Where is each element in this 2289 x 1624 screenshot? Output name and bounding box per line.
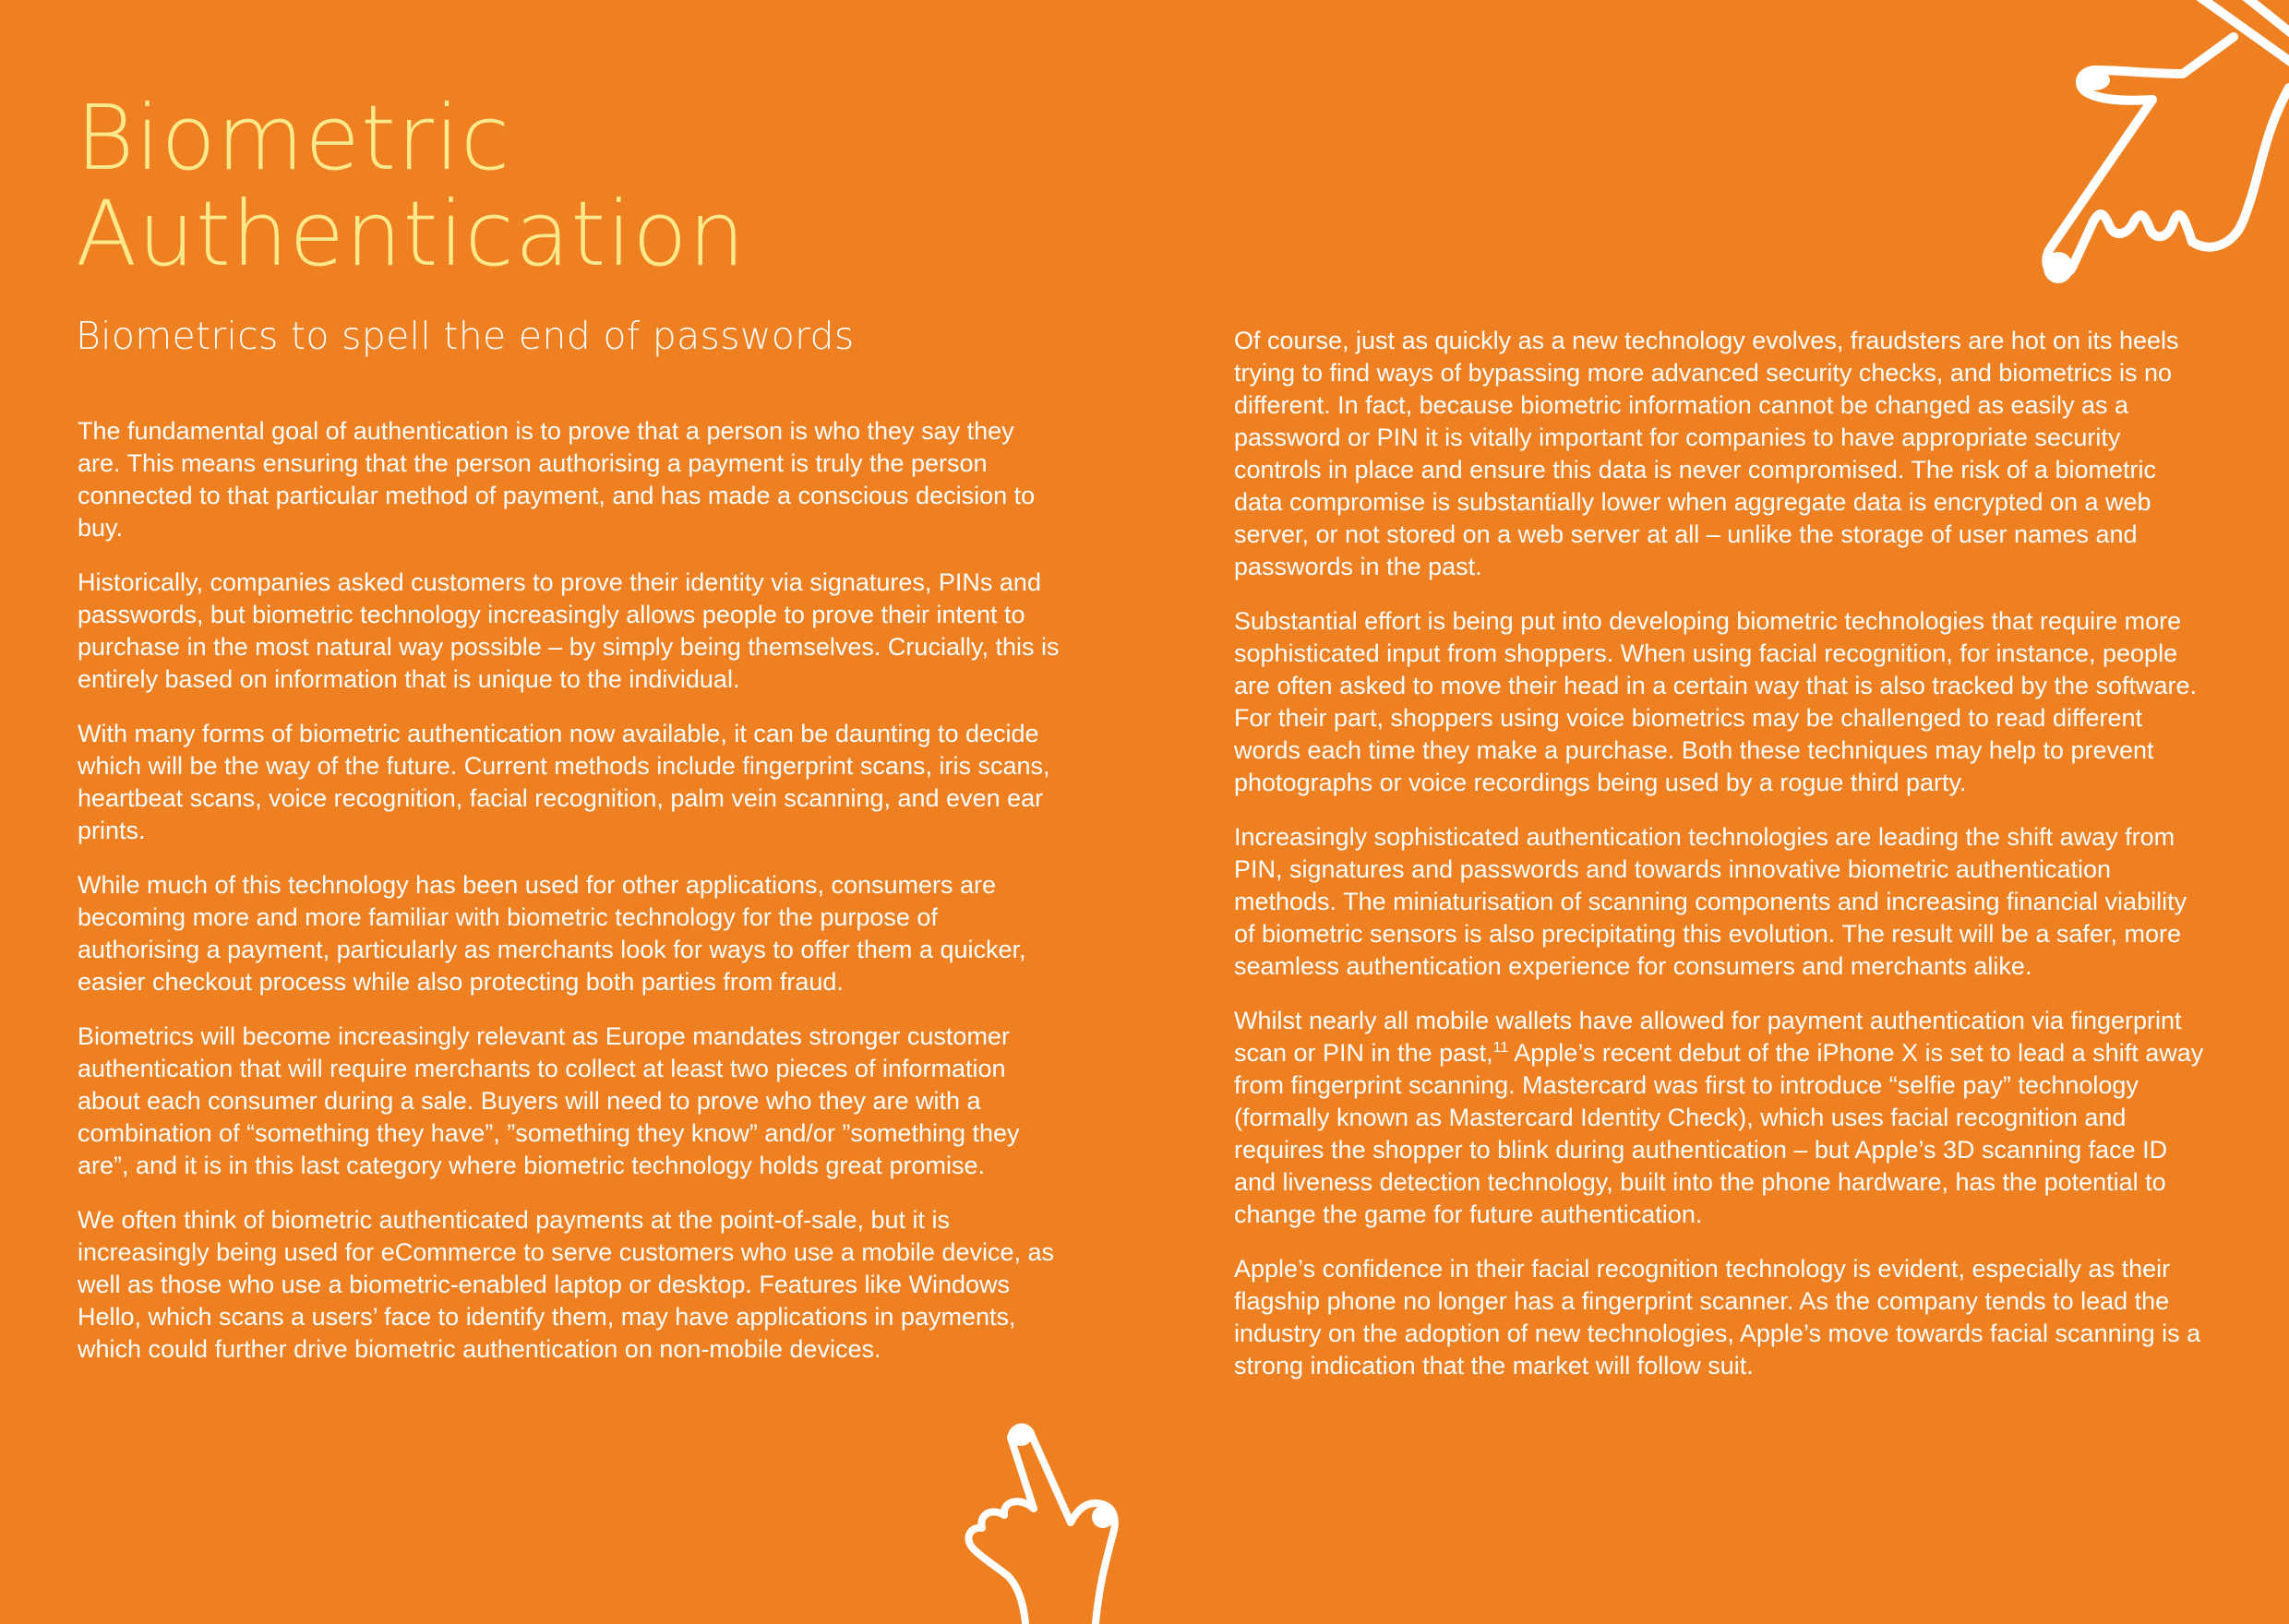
page-subtitle: Biometrics to spell the end of passwords	[76, 314, 855, 358]
footnote-marker: 11	[1492, 1040, 1509, 1056]
page-title-line-1: Biometric	[76, 86, 511, 190]
page-title-line-2: Authentication	[76, 182, 747, 286]
paragraph: With many forms of biometric authentication now available, it can be daunting to decide which will be the way of the future. Current methods include fingerprint scans, iris scans, heartbeat scans, voice recognition, facial recognition, palm vein scanning, and even ear prints.	[78, 720, 1050, 844]
paragraph: Historically, companies asked customers to prove their identity via signatures, PINs and passwords, but biometric technology increasingly allows people to prove their intent to purchase in the most natural way possible – by simply being themselves. Crucially, this is entirely based on information that is unique to the individual.	[78, 568, 1060, 693]
left-column	[78, 415, 1061, 1388]
paragraph: Apple’s confidence in their facial recognition technology is evident, especially as their flagship phone no longer has a fingerprint scanner. As the company tends to lead the industry on the adoption of new technologies, Apple’s move towards facial scanning is a strong indication that the market will follow suit.	[1234, 1255, 2201, 1379]
paragraph-text: Whilst nearly all mobile wallets have allowed for payment authentication via fingerprint scan or PIN in the past,	[1234, 1007, 2182, 1067]
paragraph: Of course, just as quickly as a new technology evolves, fraudsters are hot on its heels trying to find ways of bypassing more advanced security checks, and biometrics is no different. In fact, because biometric information cannot be changed as easily as a password or PIN it is vitally important for companies to have appropriate security controls in place and ensure this data is never compromised. The risk of a biometric data compromise is substantially lower when aggregate data is encrypted on a web server, or not stored on a web server at all – unlike the storage of user names and passwords in the past.	[1234, 327, 2179, 580]
paragraph: The fundamental goal of authentication is to prove that a person is who they say they are. This means ensuring that the person authorising a payment is truly the person connected to that particular method of payment, and has made a conscious decision to buy.	[78, 417, 1036, 542]
paragraph-with-footnote	[1234, 1005, 2208, 1231]
pointing-hand-icon	[1984, 0, 2289, 295]
paragraph: Increasingly sophisticated authentication technologies are leading the shift away from PIN, signatures and passwords and towards innovative biometric authentication methods. The miniaturisation of scanning components and increasing financial viability of biometric sensors is also precipitating this evolution. The result will be a safer, more seamless authentication experience for consumers and merchants alike.	[1234, 823, 2187, 980]
paragraph: While much of this technology has been used for other applications, consumers are becoming more and more familiar with biometric technology for the purpose of authorising a payment, particularly as merchants look for ways to offer them a quicker, easier checkout process while also protecting both parties from fraud.	[78, 871, 1026, 996]
paragraph: Substantial effort is being put into developing biometric technologies that require more sophisticated input from shoppers. When using facial recognition, for instance, people are often asked to move their head in a certain way that is also tracked by the software. For their part, shoppers using voice biometrics may be challenged to read different words each time they make a purchase. Both these techniques may help to prevent photographs or voice recordings being used by a rogue third party.	[1234, 607, 2198, 796]
right-column	[1234, 325, 2208, 1404]
tapping-hand-icon	[932, 1412, 1172, 1624]
paragraph: We often think of biometric authenticated payments at the point-of-sale, but it is increasingly being used for eCommerce to serve customers who use a mobile device, as well as those who use a biometric-enabled laptop or desktop. Features like Windows Hello, which scans a users’ face to identify them, may have applications in payments, which could further drive biometric authentication on non-mobile devices.	[78, 1206, 1054, 1363]
paragraph: Biometrics will become increasingly relevant as Europe mandates stronger customer authentication that will require merchants to collect at least two pieces of information about each consumer during a sale. Buyers will need to prove who they are with a combination of “something they have”, ”something they know” and/or ”something they are”, and it is in this last category where biometric technology holds great promise.	[78, 1022, 1020, 1179]
paragraph-text: Apple’s recent debut of the iPhone X is set to lead a shift away from fingerprint scanning. Mastercard was first to introduce “selfie pay” technology (formally known as Mastercard Identity Check), which uses facial recognition and requires the shopper to blink during authentication – but Apple’s 3D scanning face ID and liveness detection technology, built into the phone hardware, has the potential to change the game for future authentication.	[1234, 1039, 2204, 1228]
page-title	[76, 86, 747, 286]
